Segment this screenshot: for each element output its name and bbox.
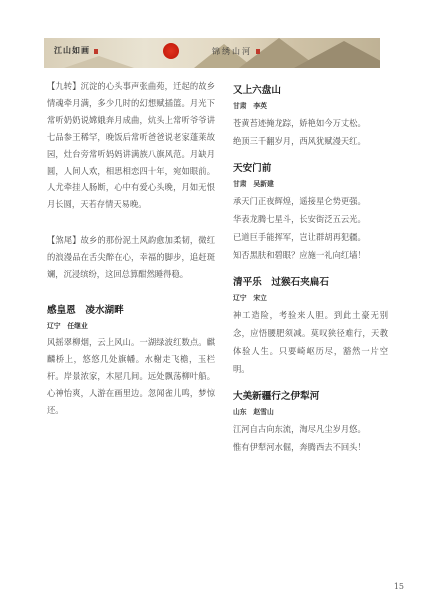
poem-author: 辽宁 宋立 — [233, 294, 267, 302]
poem-title: 又上六盘山 — [233, 85, 281, 96]
mountain-shape — [294, 41, 380, 68]
poem-line: 知否黑肤和碧眼？应施一礼向红墙！ — [233, 250, 366, 260]
poem-line: 江河自古向东流，淘尽凡尘岁月悠。 — [233, 424, 366, 434]
banner-left-calligraphy: 江山如画 — [54, 45, 90, 55]
red-sun-icon — [163, 43, 179, 59]
poem-line: 承天门正夜辉煌，遥接星仑势更强。 — [233, 196, 366, 206]
poem-text: 神工造险，考验来人胆。到此土豪无别念，应悟腰肥须减。莫叹狭径难行，天教体验人生。只要崎岖历尽，豁然一片空明。 — [233, 310, 388, 374]
poem-text: 风摇翠柳烟，云上风山。一湖绿波红数点。麒麟桥上，悠悠几处旗幡。水榭走飞檐，玉栏杆。岸景浓家，木屋几间。远处飘荡柳叶船。心神怡爽，人游在画里边。忽闻雀儿鸣，梦惊还。 — [47, 336, 215, 415]
seal-icon — [256, 49, 260, 54]
poem-line: 华表龙腾七星斗，长安街泛五云光。 — [233, 214, 366, 224]
header-banner — [44, 38, 380, 68]
poem-author: 甘肃 吴新建 — [233, 180, 274, 188]
banner-right-calligraphy: 锦绣山河 — [212, 47, 252, 56]
left-column — [47, 78, 215, 419]
right-column — [233, 84, 388, 456]
poem-line: 已道巨手能挥军，岂让群胡再犯疆。 — [233, 232, 366, 242]
paragraph-jiuzhuan: 【九转】沉淀的心头事声张曲苑，迁起的故乡情魂牵月满，多少几时的幻想赋插篮。月光下常听奶奶说嫦娥奔月成曲，炕头上常听爷爷讲七品参王稀罕，晚饭后常听爸爸说老家蓬莱故园，灶台旁常听妈妈讲满族八旗风范。月缺月圆，人间人欢，相思相恋四十年，宛如眼前。人尤牵挂人肠断，心中有爱心头晚，月如无恨月长圆，天若存情天易晚。 — [47, 81, 215, 210]
poem-title: 感皇恩 凌水湖畔 — [47, 304, 124, 316]
poem-title: 大美新疆行之伊犁河 — [233, 391, 320, 402]
seal-icon — [94, 49, 98, 54]
page-number: 15 — [393, 582, 404, 591]
poem-line: 惟有伊犁河水倔，奔腾西去不回头！ — [233, 442, 366, 452]
poem-author: 辽宁 任继业 — [47, 321, 88, 330]
poem-line: 苍黄苔迹掩龙踪，娇艳如今万丈松。 — [233, 118, 366, 128]
mountain-shape — [64, 56, 134, 68]
poem-title: 清平乐 过猴石夹扁石 — [233, 277, 329, 288]
poem-line: 绝顶三千翻岁月，西风犹赋漫天红。 — [233, 136, 366, 146]
poem-author: 甘肃 李英 — [233, 102, 267, 110]
paragraph-shawei: 【煞尾】故乡的那份泥土风韵愈加柔韧，微红的浪漫品在舌尖醉在心，幸福的脚步，追赶斑斓，沉浸缤纷，这回总算酣然睡得稳。 — [47, 235, 215, 280]
poem-title: 天安门前 — [233, 163, 272, 174]
poem-author: 山东 赵雪山 — [233, 408, 274, 416]
